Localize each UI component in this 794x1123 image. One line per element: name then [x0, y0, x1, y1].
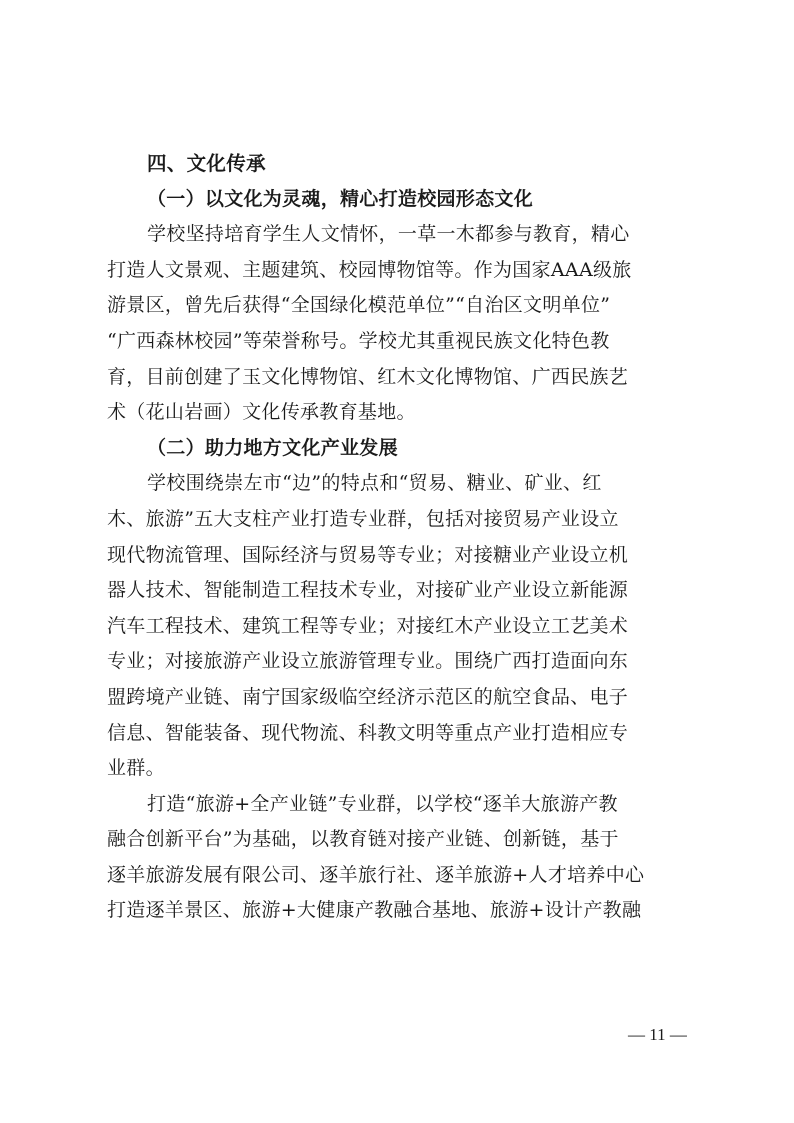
- paragraph-line: 现代物流管理、国际经济与贸易等专业；对接糖业产业设立机: [107, 543, 629, 566]
- paragraph-line: 学校围绕崇左市“边”的特点和“贸易、糖业、矿业、红: [147, 472, 602, 495]
- paragraph-line: 打造逐羊景区、旅游+大健康产教融合基地、旅游+设计产教融: [107, 899, 642, 922]
- paragraph-industry-groups: [107, 466, 697, 786]
- paragraph-line: 学校坚持培育学生人文情怀，一草一木都参与教育，精心: [147, 223, 630, 246]
- paragraph-line: 打造人文景观、主题建筑、校园博物馆等。作为国家AAA级旅: [107, 258, 632, 281]
- paragraph-line: 融合创新平台”为基础，以教育链对接产业链、创新链，基于: [107, 828, 619, 851]
- paragraph-line: “广西森林校园”等荣誉称号。学校尤其重视民族文化特色教: [107, 329, 610, 352]
- paragraph-line: 专业；对接旅游产业设立旅游管理专业。围绕广西打造面向东: [107, 650, 629, 673]
- subheading-culture-soul: （一）以文化为灵魂，精心打造校园形态文化: [147, 187, 534, 210]
- document-body: [107, 146, 697, 929]
- paragraph-line: 育，目前创建了玉文化博物馆、红木文化博物馆、广西民族艺: [107, 365, 629, 388]
- paragraph-line: 游景区，曾先后获得“全国绿化模范单位”“自治区文明单位”: [107, 294, 611, 317]
- paragraph-line: 木、旅游”五大支柱产业打造专业群，包括对接贸易产业设立: [107, 507, 619, 530]
- page-number: — 11 —: [628, 1025, 687, 1044]
- paragraph-line: 业群。: [107, 757, 165, 780]
- paragraph-line: 器人技术、智能制造工程技术专业，对接矿业产业设立新能源: [107, 579, 629, 602]
- paragraph-line: 汽车工程技术、建筑工程等专业；对接红木产业设立工艺美术: [107, 614, 629, 637]
- section-heading: 四、文化传承: [147, 152, 266, 175]
- paragraph-campus-culture: [107, 217, 697, 431]
- subheading-local-industry: （二）助力地方文化产业发展: [147, 436, 398, 459]
- paragraph-line: 信息、智能装备、现代物流、科教文明等重点产业打造相应专: [107, 721, 629, 744]
- paragraph-line: 逐羊旅游发展有限公司、逐羊旅行社、逐羊旅游+人才培养中心: [107, 863, 645, 886]
- paragraph-tourism-chain: [107, 787, 697, 929]
- paragraph-line: 盟跨境产业链、南宁国家级临空经济示范区的航空食品、电子: [107, 685, 629, 708]
- paragraph-line: 术（花山岩画）文化传承教育基地。: [107, 401, 416, 424]
- paragraph-line: 打造“旅游+全产业链”专业群，以学校“逐羊大旅游产教: [147, 792, 618, 815]
